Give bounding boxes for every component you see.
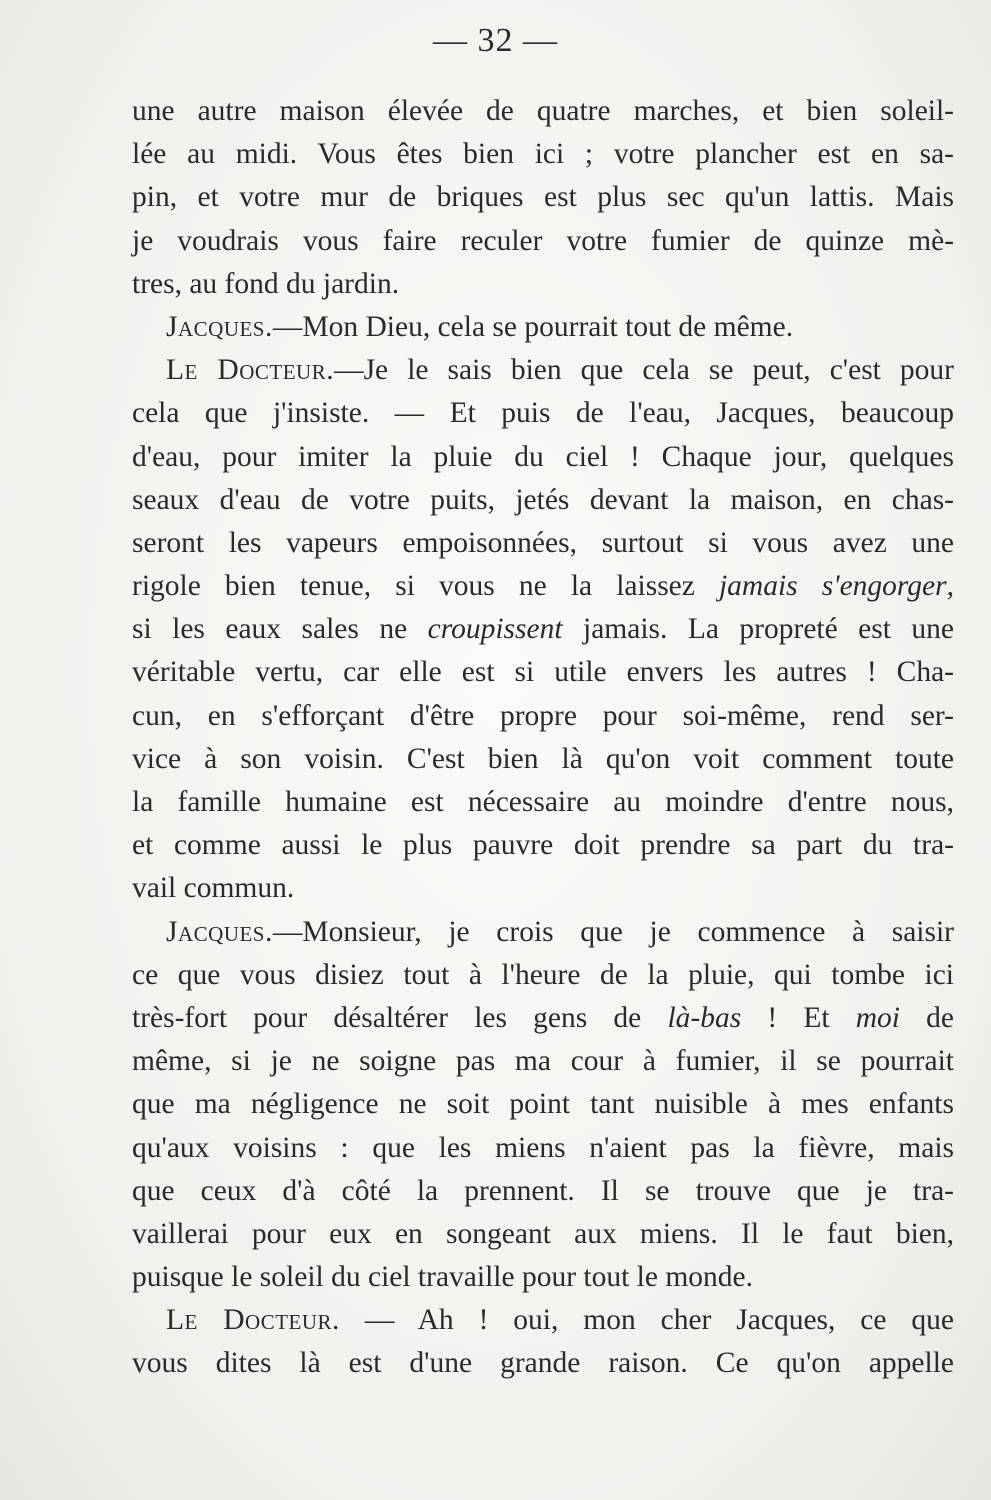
text-line	[132, 867, 954, 910]
text-span: très-fort pour désaltérer les gens de	[132, 1001, 668, 1034]
text-line	[132, 1213, 954, 1256]
text-line	[132, 392, 954, 435]
italic-text: croupissent	[427, 613, 563, 646]
text-line	[132, 1170, 954, 1213]
text-span: ce que vous disiez tout à l'heure de la pluie, qui tombe ici	[132, 958, 954, 991]
text-line	[132, 263, 954, 306]
text-span: jamais. La propreté est une	[562, 613, 954, 646]
text-line	[132, 436, 954, 479]
text-line	[132, 954, 954, 997]
text-span: —Je le sais bien que cela se peut, c'est pour	[334, 354, 954, 387]
text-span: que ceux d'à côté la prennent. Il se trouve que je tra-	[132, 1174, 954, 1207]
text-span: ! Et	[741, 1001, 856, 1034]
text-span: et comme aussi le plus pauvre doit prendre sa part du tra-	[132, 829, 954, 862]
text-line	[132, 522, 954, 565]
text-span: cun, en s'efforçant d'être propre pour soi-même, rend ser-	[132, 699, 954, 732]
text-line	[132, 911, 954, 954]
text-line	[132, 651, 954, 694]
text-span: —Mon Dieu, cela se pourrait tout de même.	[272, 310, 794, 343]
text-span: — Ah ! oui, mon cher Jacques, ce que	[339, 1304, 954, 1337]
text-span: lée au midi. Vous êtes bien ici ; votre plancher est en sa-	[132, 138, 954, 171]
text-line	[132, 824, 954, 867]
text-line	[132, 565, 954, 608]
text-span: cela que j'insiste. — Et puis de l'eau, Jacques, beaucoup	[132, 397, 954, 430]
page-number: — 32 —	[433, 22, 558, 59]
text-span: de	[899, 1001, 954, 1034]
text-span: je voudrais vous faire reculer votre fumier de quinze mè-	[132, 224, 954, 257]
speaker-name: Jacques.	[166, 310, 273, 343]
text-span: vail commun.	[132, 872, 295, 905]
text-line	[132, 349, 954, 392]
text-line	[132, 1299, 954, 1342]
text-span: une autre maison élevée de quatre marches, et bien soleil-	[132, 95, 954, 127]
text-span: d'eau, pour imiter la pluie du ciel ! Chaque jour, quelques	[132, 440, 954, 473]
text-span: vaillerai pour eux en songeant aux miens. Il le faut bien,	[132, 1217, 954, 1250]
italic-text: là-bas	[667, 1001, 742, 1034]
text-span: tres, au fond du jardin.	[132, 267, 400, 300]
text-span: vous dites là est d'une grande raison. Ce qu'on appelle	[132, 1347, 954, 1380]
speaker-name: Jacques.	[166, 915, 273, 948]
text-line	[132, 1342, 954, 1385]
text-span: même, si je ne soigne pas ma cour à fumier, il se pourrait	[132, 1045, 954, 1078]
body-text	[132, 90, 954, 1386]
text-span: si les eaux sales ne	[132, 613, 428, 646]
text-line	[132, 1083, 954, 1126]
text-span: qu'aux voisins : que les miens n'aient pas la fièvre, mais	[132, 1131, 954, 1164]
text-line	[132, 781, 954, 824]
text-line	[132, 695, 954, 738]
text-line	[132, 176, 954, 219]
text-span: —Monsieur, je crois que je commence à saisir	[272, 915, 954, 948]
text-span: que ma négligence ne soit point tant nuisible à mes enfants	[132, 1088, 954, 1121]
text-line	[132, 133, 954, 176]
text-span: rigole bien tenue, si vous ne la laissez	[132, 570, 719, 603]
text-span: véritable vertu, car elle est si utile envers les autres ! Cha-	[132, 656, 954, 689]
text-span: ,	[946, 570, 954, 603]
text-line	[132, 738, 954, 781]
text-line	[132, 90, 954, 133]
text-line	[132, 306, 954, 349]
text-span: vice à son voisin. C'est bien là qu'on voit comment toute	[132, 742, 954, 775]
text-line	[132, 608, 954, 651]
text-span: seaux d'eau de votre puits, jetés devant la maison, en chas-	[132, 483, 954, 516]
text-span: puisque le soleil du ciel travaille pour tout le monde.	[132, 1261, 753, 1294]
italic-text: moi	[855, 1001, 900, 1034]
text-line	[132, 220, 954, 263]
speaker-name: Le Docteur.	[166, 1304, 340, 1337]
text-line	[132, 1256, 954, 1299]
text-line	[132, 479, 954, 522]
text-line	[132, 1040, 954, 1083]
text-span: seront les vapeurs empoisonnées, surtout si vous avez une	[132, 526, 954, 559]
speaker-name: Le Docteur.	[166, 354, 335, 387]
text-span: pin, et votre mur de briques est plus sec qu'un lattis. Mais	[132, 181, 954, 214]
text-line	[132, 1127, 954, 1170]
italic-text: jamais s'engorger	[718, 570, 947, 603]
text-span: la famille humaine est nécessaire au moindre d'entre nous,	[132, 786, 954, 818]
text-line	[132, 997, 954, 1040]
